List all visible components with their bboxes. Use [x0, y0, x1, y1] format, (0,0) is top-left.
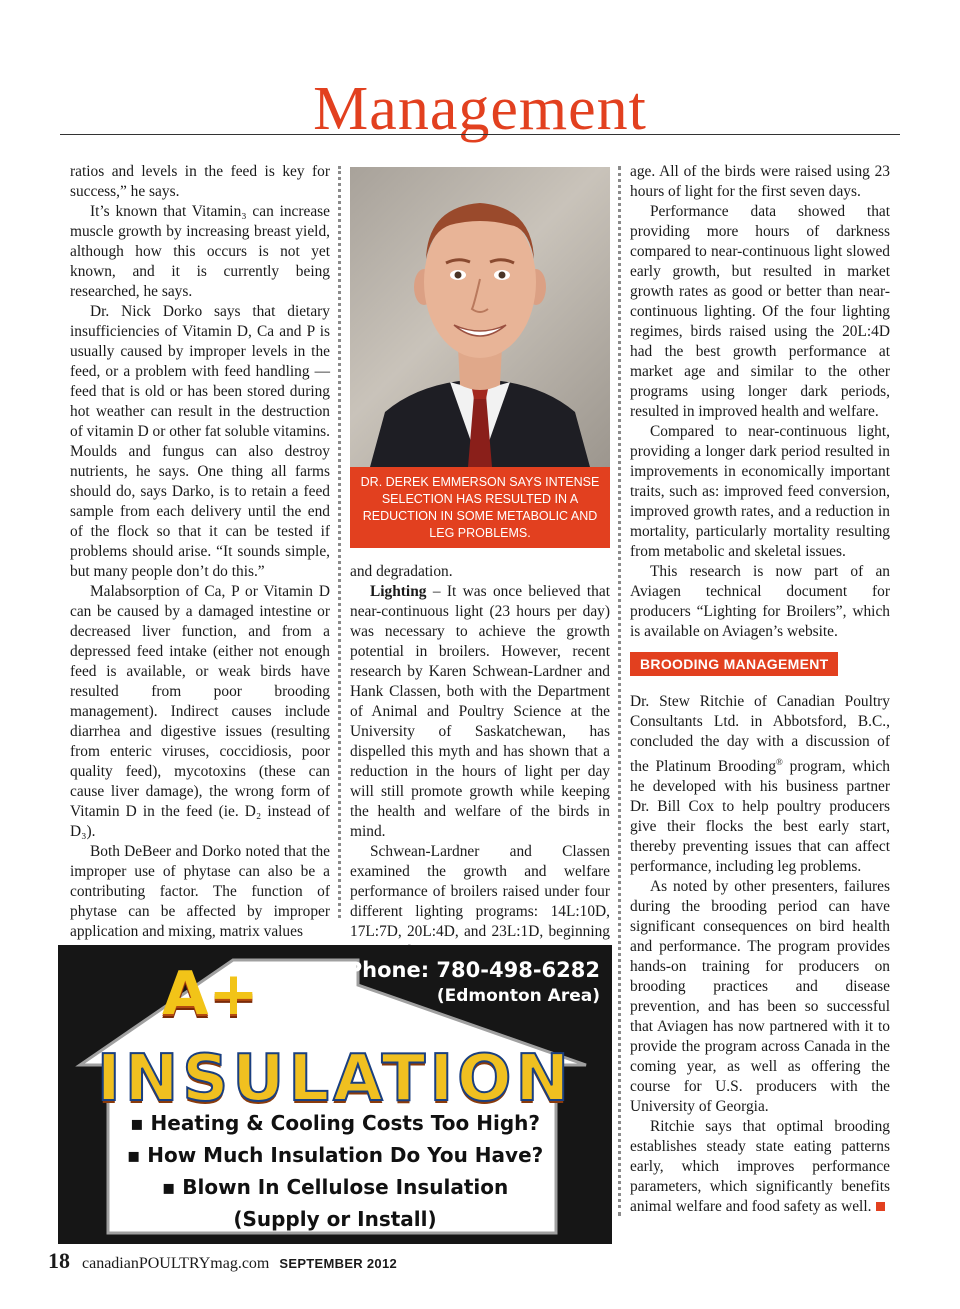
ad-bullet: ▪ How Much Insulation Do You Have? [126, 1143, 544, 1167]
ad-area: (Edmonton Area) [436, 986, 600, 1006]
column-divider [618, 166, 621, 1216]
section-heading: BROODING MANAGEMENT [630, 652, 838, 676]
page-number: 18 [48, 1248, 70, 1273]
ad-bullet: ▪ Blown In Cellulose Insulation [161, 1175, 509, 1199]
insulation-advertisement[interactable] [58, 945, 612, 1244]
article-column-3 [630, 162, 890, 1217]
header-rule [60, 134, 900, 135]
photo-caption-text: DR. DEREK EMMERSON SAYS INTENSE SELECTION HAS RESULTED IN A REDUCTION IN SOME METABOLIC AND LEG PROBLEMS. [360, 475, 600, 540]
page-footer [48, 1248, 397, 1274]
paragraph: Both DeBeer and Dorko noted that the improper use of phytase can also be a contributing factor. The function of phytase can be affected by improper application and mixing, matrix values [70, 843, 330, 940]
brooding-text-end: Ritchie says that optimal brooding establishes steady state eating patterns early, which improves performance parameters, which significantly benefits animal welfare and food safety as well. [630, 1118, 890, 1216]
ad-phone [347, 957, 600, 1009]
article-column-1 [70, 162, 330, 942]
paragraph: ratios and levels in the feed is key for success,” he says. [70, 163, 330, 200]
paragraph: age. All of the birds were raised using 23 hours of light for the first seven days. [630, 163, 890, 200]
paragraph: Malabsorption of Ca, P or Vitamin D can be caused by a damaged intestine or decreased liver function, and from a depressed feed intake (either not enough feed is available, or weak birds have resulted from poor brooding management). Indirect causes include diarrhea and digestive issues (resulting from enteric viruses, coccidiosis, poor quality feed), mycotoxins (these can cause liver damage), the wrong form of Vitamin D in the feed (ie. D₂ instead of D₃). [70, 583, 330, 840]
paragraph: and degradation. [350, 563, 453, 580]
lighting-lead: Lighting [370, 583, 427, 600]
end-mark-icon [876, 1202, 885, 1211]
portrait-illustration [350, 167, 610, 467]
section-title: Management [313, 75, 647, 143]
ad-phone-number: Phone: 780-498-6282 [346, 958, 600, 982]
ad-tagline: (Supply or Install) [233, 1207, 437, 1231]
column-divider [338, 166, 341, 918]
paragraph: It’s known that Vitamin₃ can increase muscle growth by increasing breast yield, although how this occurs is not yet known, and it is currently being researched, he says. [70, 203, 330, 300]
paragraph: Schwean-Lardner and Classen examined the growth and welfare performance of broilers raised under four different lighting programs: 14L:10D, 17L:7D, 20L:4D, and 23L:1D, beginning [350, 843, 610, 940]
portrait-photo [350, 167, 610, 467]
brooding-text-a: Dr. Stew Ritchie of Canadian Poultry Consultants Ltd. in Abbotsford, B.C., concluded the day with a discussion of the Platinum Brooding [630, 693, 890, 776]
ad-bullets [58, 1107, 612, 1235]
article-column-2 [350, 562, 610, 962]
brooding-text-b: program, which he developed with his business partner Dr. Bill Cox to help poultry producers give their flocks the best early start, thereby preventing issues that can affect performance, including leg problems. [630, 758, 890, 876]
photo-caption [350, 467, 610, 548]
issue-date: SEPTEMBER 2012 [279, 1256, 398, 1271]
paragraph: This research is now part of an Aviagen technical document for producers “Lighting for Broilers”, which is available on Aviagen’s website. [630, 563, 890, 640]
registered-mark: ® [776, 757, 783, 767]
ad-brand: INSULATION [96, 1042, 574, 1116]
paragraph [630, 692, 890, 877]
ad-logo-mark: A+ [162, 959, 259, 1029]
paragraph: Performance data showed that providing more hours of darkness compared to near-continuous light slowed early growth, but resulted in market growth rates as good or better than near-continuous lighting. Of the four lighting regimes, birds raised using the 20L:4D had the best growth performance at market age and similar to the other programs using longer dark periods, resulted in improved health and welfare. [630, 203, 890, 420]
paragraph: As noted by other presenters, failures during the brooding period can have significant consequences on bird health and performance. The program provides hands-on training for producers on brooding practices and disease prevention, and has been so successful that Aviagen has now partnered with it to provide the program across Canada in the coming year, as well as offering the course for U.S. producers with the University of Georgia. [630, 878, 890, 1116]
ad-bullet: ▪ Heating & Cooling Costs Too High? [130, 1111, 540, 1135]
lighting-text: – It was once believed that near-continuous light (23 hours per day) was necessary to achieve the growth potential in broilers. However, recent research by Karen Schwean-Lardner and Hank Classen, both with the Department of Animal and Poultry Science at the University of Saskatchewan, has dispelled this myth and has shown that a reduction in the hours of light per day will still promote growth while keeping the health and welfare of the birds in mind. [350, 583, 610, 840]
paragraph [350, 582, 610, 842]
magazine-site: canadianPOULTRYmag.com [82, 1255, 270, 1272]
paragraph [630, 1117, 890, 1217]
paragraph: Dr. Nick Dorko says that dietary insufficiencies of Vitamin D, Ca and P is usually caused by improper levels in the feed, or a problem with feed handling — feed that is old or has been stored during hot weather can result in the destruction of vitamin D or other fat soluble vitamins. Moulds and fungus can also destroy nutrients, he says. One thing all farms should do, says Darko, is to retain a feed sample from each delivery until the end of the flock so that it can be tested if problems should arise. “It sounds simple, but many people don’t do this.” [70, 303, 330, 580]
paragraph: Compared to near-continuous light, providing a longer dark period resulted in improvements in economically important traits, such as: improved feed conversion, improved growth rates, and a reduction in mortality, particularly mortality resulting from metabolic and skeletal issues. [630, 423, 890, 560]
